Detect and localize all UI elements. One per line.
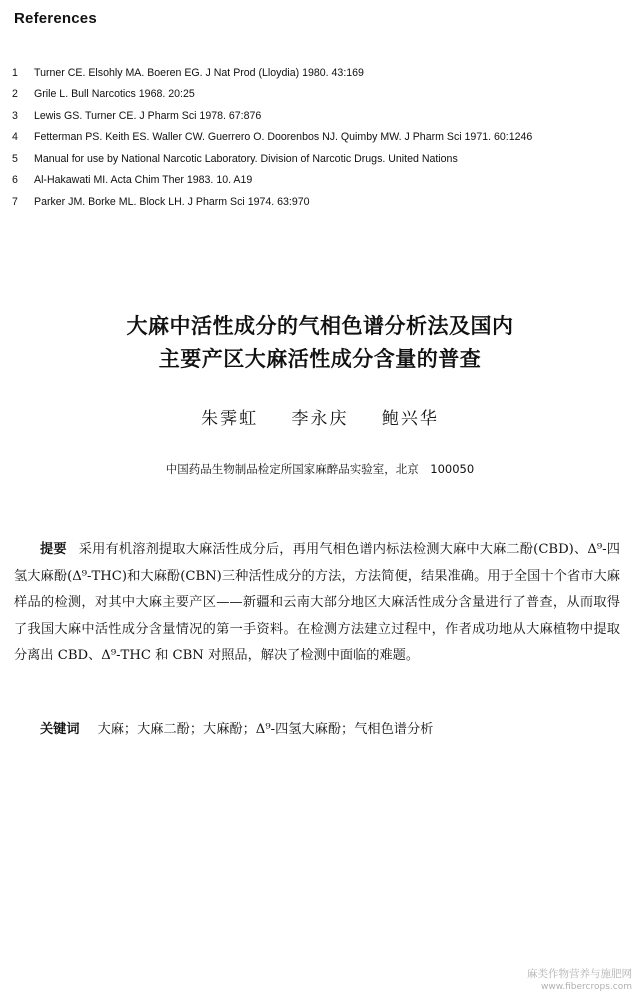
reference-item xyxy=(10,191,630,213)
reference-item xyxy=(10,127,630,149)
watermark-url: www.fibercrops.com xyxy=(541,982,632,992)
reference-item xyxy=(10,62,630,84)
author-name: 朱霁虹 xyxy=(201,409,259,429)
abstract xyxy=(14,537,620,670)
reference-number: 4 xyxy=(12,131,18,144)
keywords-text: 大麻；大麻二酚；大麻酚；Δ⁹-四氢大麻酚；气相色谱分析 xyxy=(97,722,434,737)
reference-number: 6 xyxy=(12,174,18,187)
references-heading: References xyxy=(14,10,97,27)
reference-item xyxy=(10,148,630,170)
reference-item xyxy=(10,84,630,106)
reference-number: 7 xyxy=(12,195,18,208)
affiliation: 中国药品生物制品检定所国家麻醉品实验室，北京 100050 xyxy=(165,462,475,476)
keywords xyxy=(40,718,433,737)
reference-text: Parker JM. Borke ML. Block LH. J Pharm Sci 1974. 63:970 xyxy=(34,195,310,208)
author-name: 李永庆 xyxy=(291,409,349,429)
reference-text: Fetterman PS. Keith ES. Waller CW. Guerrero O. Doorenbos NJ. Quimby MW. J Pharm Sci 1971. 60:1246 xyxy=(34,131,533,144)
reference-number: 5 xyxy=(12,152,18,165)
reference-text: Al-Hakawati MI. Acta Chim Ther 1983. 10. A19 xyxy=(34,174,253,187)
reference-text: Manual for use by National Narcotic Laboratory. Division of Narcotic Drugs. United Nations xyxy=(34,152,458,165)
site-watermark xyxy=(527,968,632,994)
article-title-line2: 主要产区大麻活性成分含量的普查 xyxy=(158,347,482,371)
reference-text: Lewis GS. Turner CE. J Pharm Sci 1978. 67:876 xyxy=(34,109,262,122)
reference-item xyxy=(10,105,630,127)
reference-text: Grile L. Bull Narcotics 1968. 20:25 xyxy=(34,88,195,101)
watermark-text: 麻类作物营养与施肥网 xyxy=(527,968,632,980)
article-title-line1: 大麻中活性成分的气相色谱分析法及国内 xyxy=(126,314,514,338)
reference-number: 1 xyxy=(12,66,18,79)
reference-number: 2 xyxy=(12,88,18,101)
article-title xyxy=(0,310,640,376)
reference-item xyxy=(10,170,630,192)
author-name: 鲍兴华 xyxy=(381,409,439,429)
abstract-text: 采用有机溶剂提取大麻活性成分后，再用气相色谱内标法检测大麻中大麻二酚(CBD)、Δ⁹-四氢大麻酚(Δ⁹-THC)和大麻酚(CBN)三种活性成分的方法，方法简便，结果准确。用于全国十个省市大麻样品的检测，对其中大麻主要产区——新疆和云南大部分地区大麻活性成分含量进行了普查，从而取得了我国大麻中活性成分含量情况的第一手资料。在检测方法建立过程中，作者成功地从大麻植物中提取分离出 CBD、Δ⁹-THC 和 CBN 对照品，解决了检测中面临的难题。 xyxy=(14,542,620,663)
keywords-label: 关键词 xyxy=(40,722,80,737)
abstract-label: 提要 xyxy=(40,542,67,557)
author-list xyxy=(0,404,640,429)
reference-text: Turner CE. Elsohly MA. Boeren EG. J Nat Prod (Lloydia) 1980. 43:169 xyxy=(34,66,364,79)
references-list xyxy=(10,62,630,213)
reference-number: 3 xyxy=(12,109,18,122)
